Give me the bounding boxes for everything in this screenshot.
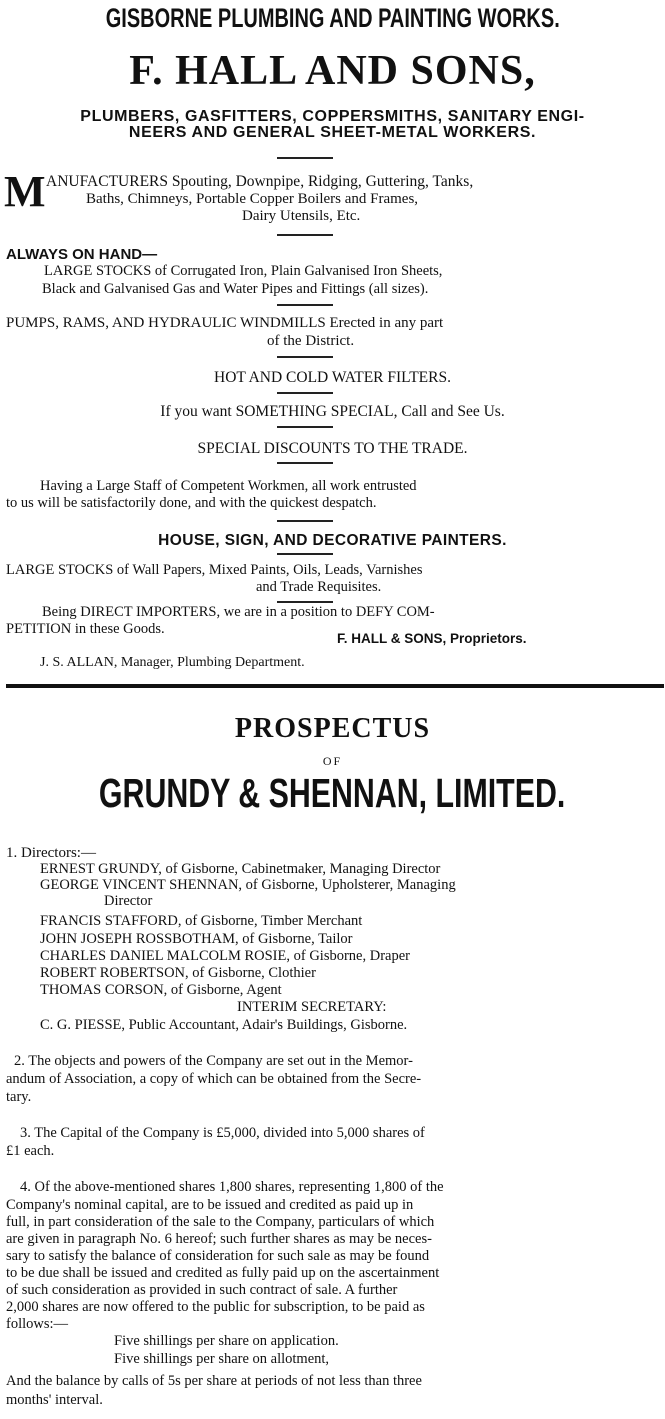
firm-name: F. HALL AND SONS,: [129, 48, 536, 94]
drop-cap: M: [4, 167, 46, 216]
discounts-line: SPECIAL DISCOUNTS TO THE TRADE.: [197, 440, 468, 457]
trades-line-2: NEERS AND GENERAL SHEET-METAL WORKERS.: [128, 124, 537, 141]
para3-line: £1 each.: [6, 1143, 55, 1159]
stocks-line-2: and Trade Requisites.: [256, 579, 382, 595]
para4-line: sary to satisfy the balance of consideration for such sale as may be found: [6, 1248, 430, 1264]
para4-line: 4. Of the above-mentioned shares 1,800 shares, representing 1,800 of the: [20, 1179, 444, 1195]
trades-line-1: PLUMBERS, GASFITTERS, COPPERSMITHS, SANITARY ENGI-: [80, 108, 585, 125]
divider: [277, 356, 333, 358]
pumps-line-2: of the District.: [267, 333, 355, 349]
para2-line: 2. The objects and powers of the Company are set out in the Memor-: [14, 1053, 413, 1069]
prospectus-of: OF: [322, 754, 343, 768]
prospectus-title: PROSPECTUS: [234, 713, 431, 744]
manager-line: J. S. ALLAN, Manager, Plumbing Department.: [40, 655, 305, 670]
para4-line: of such consideration as provided in such contract of sale. A further: [6, 1282, 398, 1298]
painters-line: HOUSE, SIGN, AND DECORATIVE PAINTERS.: [158, 532, 507, 549]
importers-line-1: Being DIRECT IMPORTERS, we are in a position to DEFY COM-: [42, 604, 435, 620]
proprietors-line: F. HALL & SONS, Proprietors.: [337, 631, 527, 646]
divider: [277, 234, 333, 236]
para4-line: 2,000 shares are now offered to the public for subscription, to be paid as: [6, 1299, 425, 1315]
manufacturers-line-1: ANUFACTURERS Spouting, Downpipe, Ridging, Guttering, Tanks,: [46, 173, 474, 190]
manufacturers-line-3: Dairy Utensils, Etc.: [242, 208, 361, 224]
divider: [277, 553, 333, 555]
divider: [277, 520, 333, 522]
director-row: JOHN JOSEPH ROSSBOTHAM, of Gisborne, Tailor: [40, 931, 353, 947]
staff-line-1: Having a Large Staff of Competent Workmen, all work entrusted: [40, 478, 417, 494]
balance-line: And the balance by calls of 5s per share at periods of not less than three: [6, 1373, 422, 1389]
on-hand-heading: ALWAYS ON HAND—: [6, 246, 158, 263]
importers-line-2: PETITION in these Goods.: [6, 621, 165, 637]
director-row: ERNEST GRUNDY, of Gisborne, Cabinetmaker, Managing Director: [40, 861, 441, 877]
divider: [277, 462, 333, 464]
manufacturers-line-2: Baths, Chimneys, Portable Copper Boilers and Frames,: [86, 191, 419, 207]
section-rule: [6, 684, 664, 688]
stocks-line-1: LARGE STOCKS of Wall Papers, Mixed Paints, Oils, Leads, Varnishes: [6, 562, 423, 578]
director-row: ROBERT ROBERTSON, of Gisborne, Clothier: [40, 965, 316, 981]
para2-line: andum of Association, a copy of which can be obtained from the Secre-: [6, 1071, 422, 1087]
director-row: GEORGE VINCENT SHENNAN, of Gisborne, Upholsterer, Managing: [40, 877, 456, 893]
director-row: THOMAS CORSON, of Gisborne, Agent: [40, 982, 282, 998]
divider: [277, 157, 333, 159]
director-row: FRANCIS STAFFORD, of Gisborne, Timber Merchant: [40, 913, 363, 929]
divider: [277, 392, 333, 394]
staff-line-2: to us will be satisfactorily done, and with the quickest despatch.: [6, 495, 377, 511]
para2-line: tary.: [6, 1089, 32, 1105]
secretary-line: C. G. PIESSE, Public Accountant, Adair's Buildings, Gisborne.: [40, 1017, 408, 1033]
para4-line: are given in paragraph No. 6 hereof; such further shares as may be neces-: [6, 1231, 432, 1247]
director-row: CHARLES DANIEL MALCOLM ROSIE, of Gisborne, Draper: [40, 948, 410, 964]
para4-line: full, in part consideration of the sale to the Company, particulars of which: [6, 1214, 435, 1230]
company-name: GRUNDY & SHENNAN, LIMITED.: [99, 770, 566, 816]
pumps-line-1: PUMPS, RAMS, AND HYDRAULIC WINDMILLS Erected in any part: [6, 315, 444, 331]
director-row: Director: [104, 893, 153, 909]
para4-line: follows:—: [6, 1316, 69, 1332]
divider: [277, 304, 333, 306]
ad-header: GISBORNE PLUMBING AND PAINTING WORKS.: [105, 3, 560, 33]
para4-line: Company's nominal capital, are to be issued and credited as paid up in: [6, 1197, 414, 1213]
divider: [277, 426, 333, 428]
payment-line: Five shillings per share on application.: [114, 1333, 339, 1349]
para4-line: to be due shall be issued and credited as fully paid up on the ascertainment: [6, 1265, 440, 1281]
secretary-heading: INTERIM SECRETARY:: [237, 999, 387, 1015]
on-hand-line-1: LARGE STOCKS of Corrugated Iron, Plain Galvanised Iron Sheets,: [44, 263, 443, 279]
filters-line: HOT AND COLD WATER FILTERS.: [214, 369, 451, 386]
directors-heading: 1. Directors:—: [6, 845, 96, 861]
special-line: If you want SOMETHING SPECIAL, Call and See Us.: [160, 403, 505, 420]
payment-line: Five shillings per share on allotment,: [114, 1351, 330, 1367]
on-hand-line-2: Black and Galvanised Gas and Water Pipes and Fittings (all sizes).: [42, 281, 429, 297]
balance-line: months' interval.: [6, 1392, 103, 1408]
para3-line: 3. The Capital of the Company is £5,000, divided into 5,000 shares of: [20, 1125, 425, 1141]
